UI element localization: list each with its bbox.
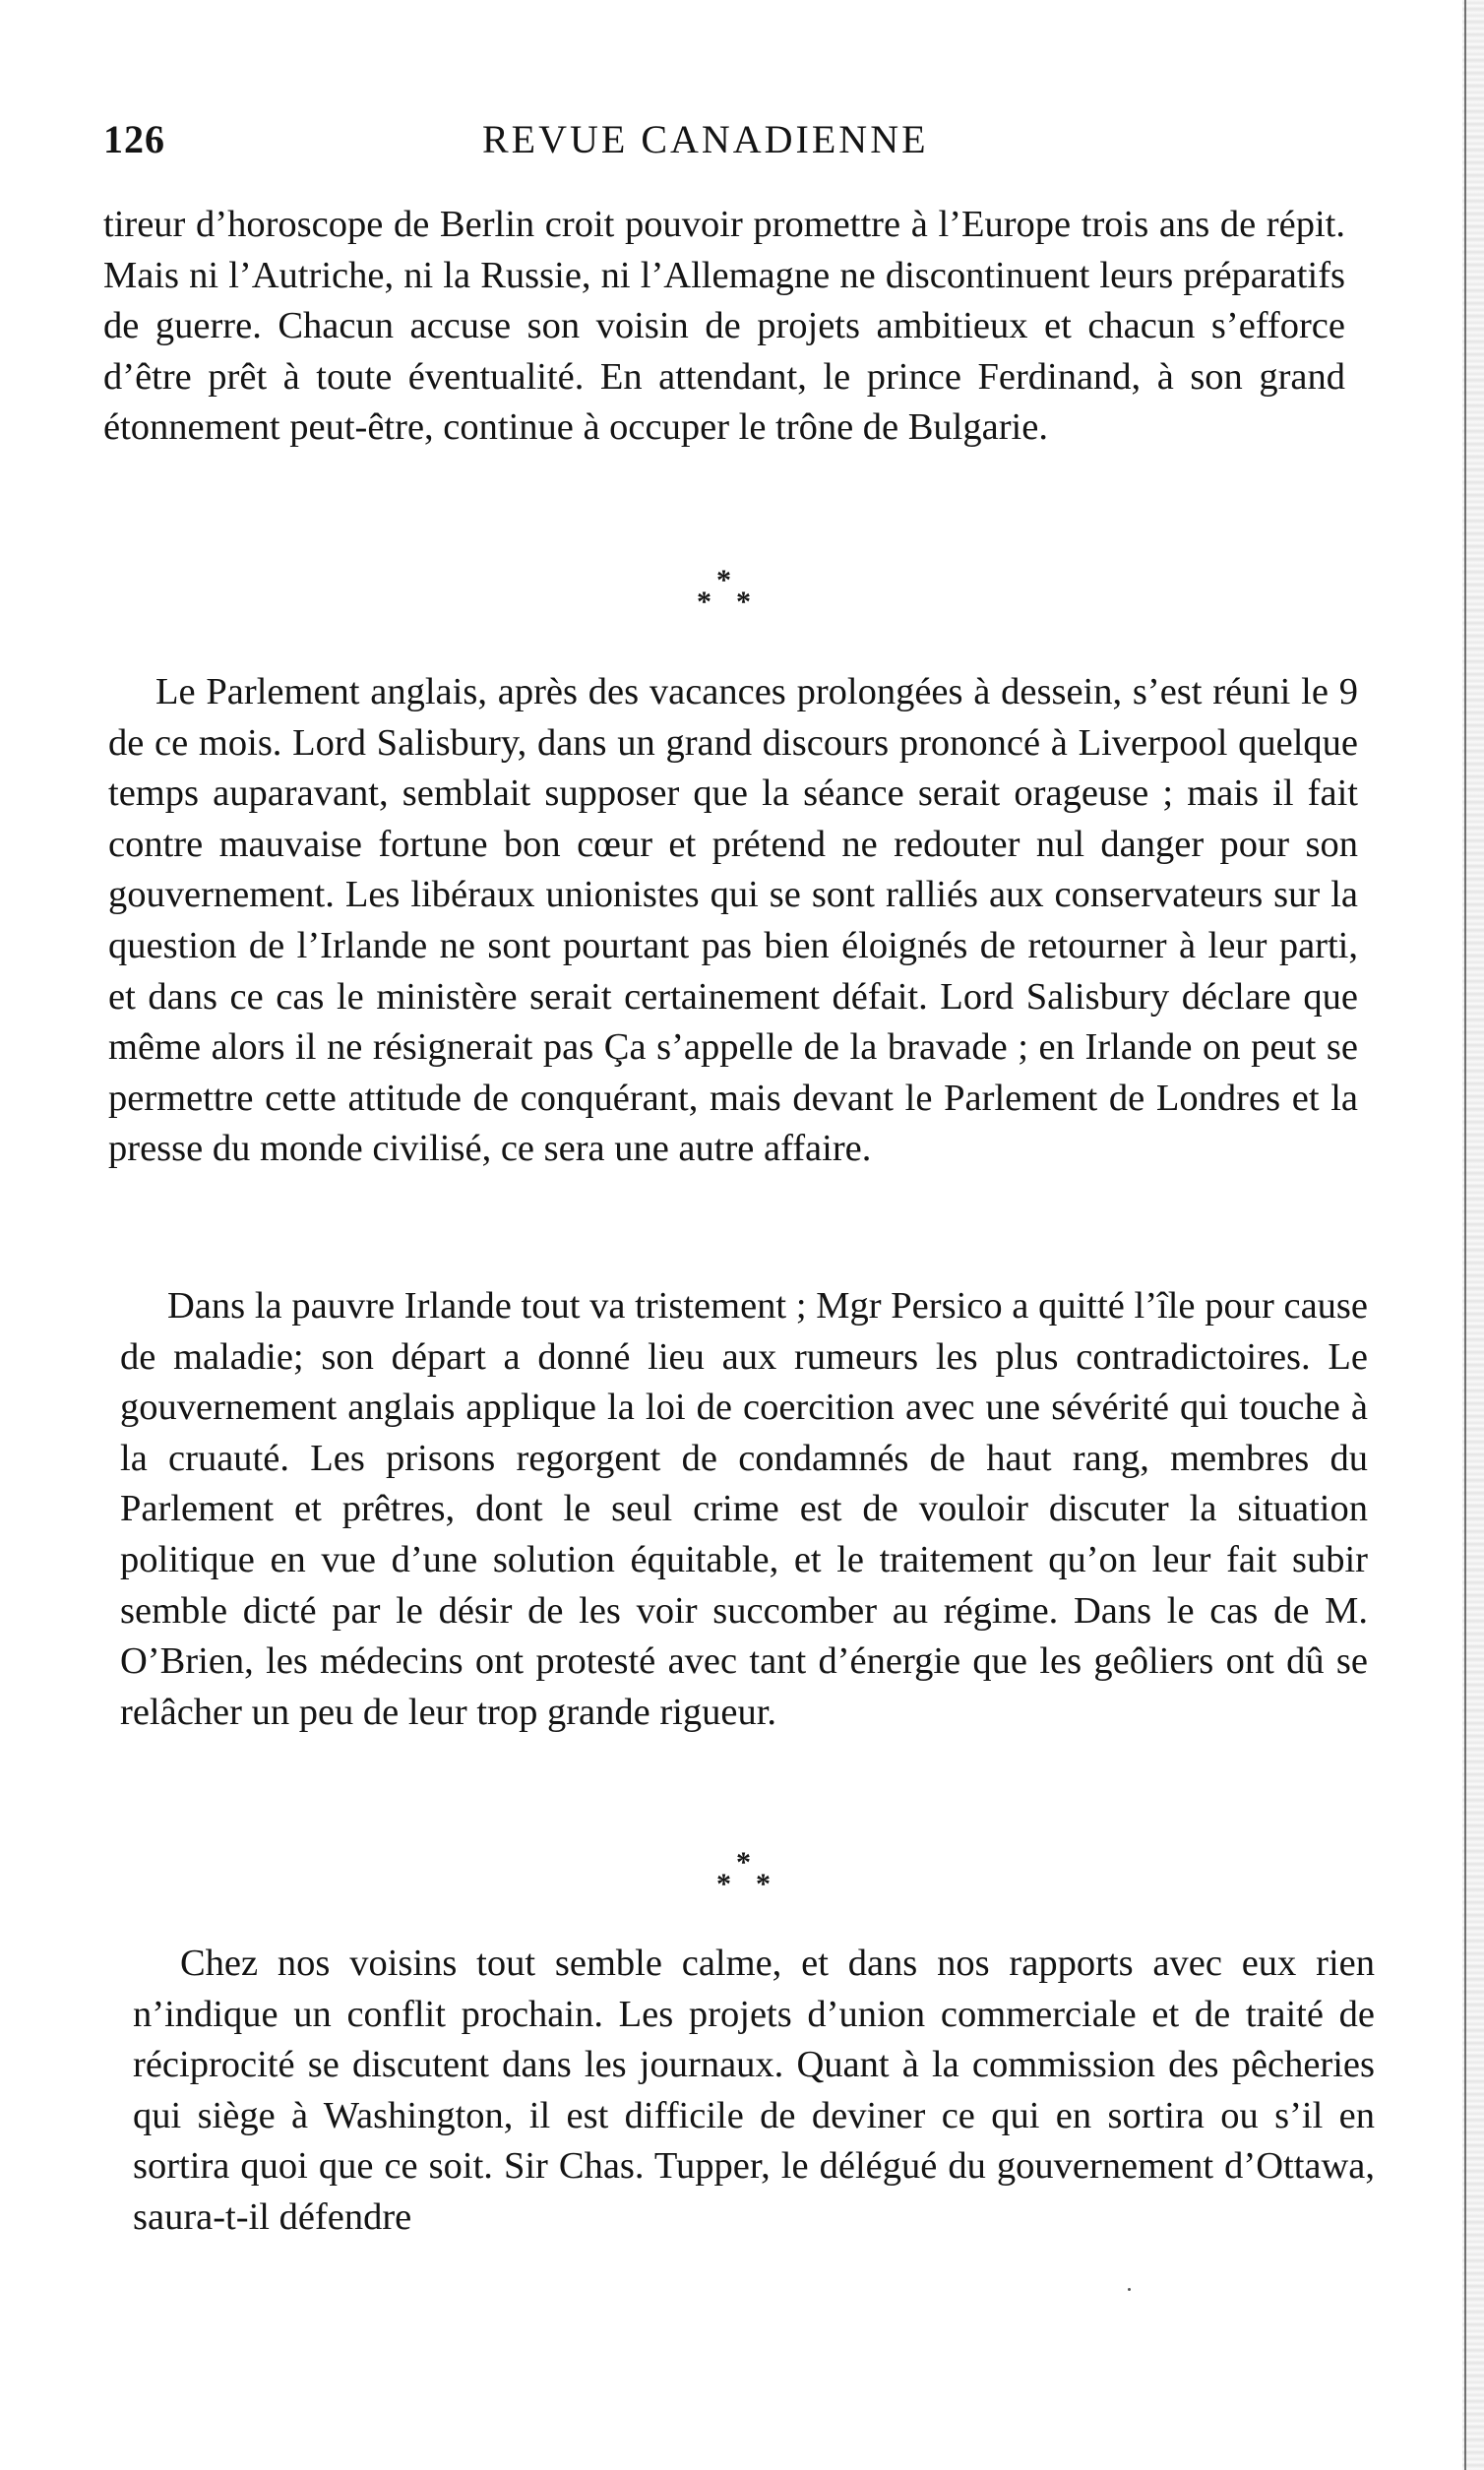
- section-separator-asterism: [697, 564, 756, 618]
- asterism-star-top: *: [736, 1846, 751, 1879]
- page-edge-line: [1464, 0, 1466, 2470]
- asterism-star-top: *: [716, 564, 731, 596]
- section-separator-asterism: [716, 1846, 775, 1900]
- page-number: 126: [103, 117, 165, 161]
- asterism-star-left: *: [716, 1868, 731, 1900]
- paragraph-british-parliament: Le Parlement anglais, après des vacances prolongées à dessein, s’est réuni le 9 de ce mois. Lord Salisbury, dans un grand discours prononcé à Liverpool quelque temps auparavant, semblait supposer que la séance serait orageuse ; mais il fait contre mauvaise fortune bon cœur et prétend ne redouter nul danger pour son gouvernement. Les libéraux unionistes qui se sont ralliés aux conservateurs sur la question de l’Irlande ne sont pourtant pas bien éloignés de retourner à leur parti, et dans ce cas le ministère serait certainement défait. Lord Salisbury déclare que même alors il ne résignerait pas Ça s’appelle de la bravade ; en Irlande on peut se permettre cette attitude de conquérant, mais devant le Parlement de Londres et la presse du monde civilisé, ce sera une autre affaire.: [108, 671, 1358, 1170]
- paragraph-balkans: tireur d’horoscope de Berlin croit pouvoir promettre à l’Europe trois ans de répit. Mais ni l’Autriche, ni la Russie, ni l’Allemagne ne discontinuent leurs préparatifs de guerre. Chacun accuse son voisin de projets ambitieux et chacun s’efforce d’être prêt à toute éventualité. En attendant, le prince Ferdinand, à son grand étonnement peut-être, continue à occuper le trône de Bulgarie.: [103, 204, 1345, 449]
- asterism-star-right: *: [736, 586, 751, 618]
- ink-speck: [1128, 2288, 1131, 2291]
- asterism-star-right: *: [756, 1868, 771, 1900]
- paragraph-american-relations: Chez nos voisins tout semble calme, et dans nos rapports avec eux rien n’indique un conflit prochain. Les projets d’union commerciale et de traité de réciprocité se discutent dans les journaux. Quant à la commission des pêcheries qui siège à Washington, il est difficile de deviner ce qui en sortira ou s’il en sortira quoi que ce soit. Sir Chas. Tupper, le délégué du gouvernement d’Ottawa, saura-t-il défendre: [133, 1943, 1375, 2238]
- running-title: REVUE CANADIENNE: [482, 117, 929, 161]
- paragraph-ireland: Dans la pauvre Irlande tout va tristement ; Mgr Persico a quitté l’île pour cause de maladie; son départ a donné lieu aux rumeurs les plus contradictoires. Le gouvernement anglais applique la loi de coercition avec une sévérité qui touche à la cruauté. Les prisons regorgent de condamnés de haut rang, membres du Parlement et prêtres, dont le seul crime est de vouloir discuter la situation politique en vue d’une solution équitable, et le traitement qu’on leur fait subir semble dicté par le désir de les voir succomber au régime. Dans le cas de M. O’Brien, les médecins ont protesté avec tant d’énergie que les geôliers ont dû se relâcher un peu de leur trop grande rigueur.: [120, 1285, 1368, 1733]
- page-header: [103, 116, 1383, 175]
- asterism-star-left: *: [697, 586, 711, 618]
